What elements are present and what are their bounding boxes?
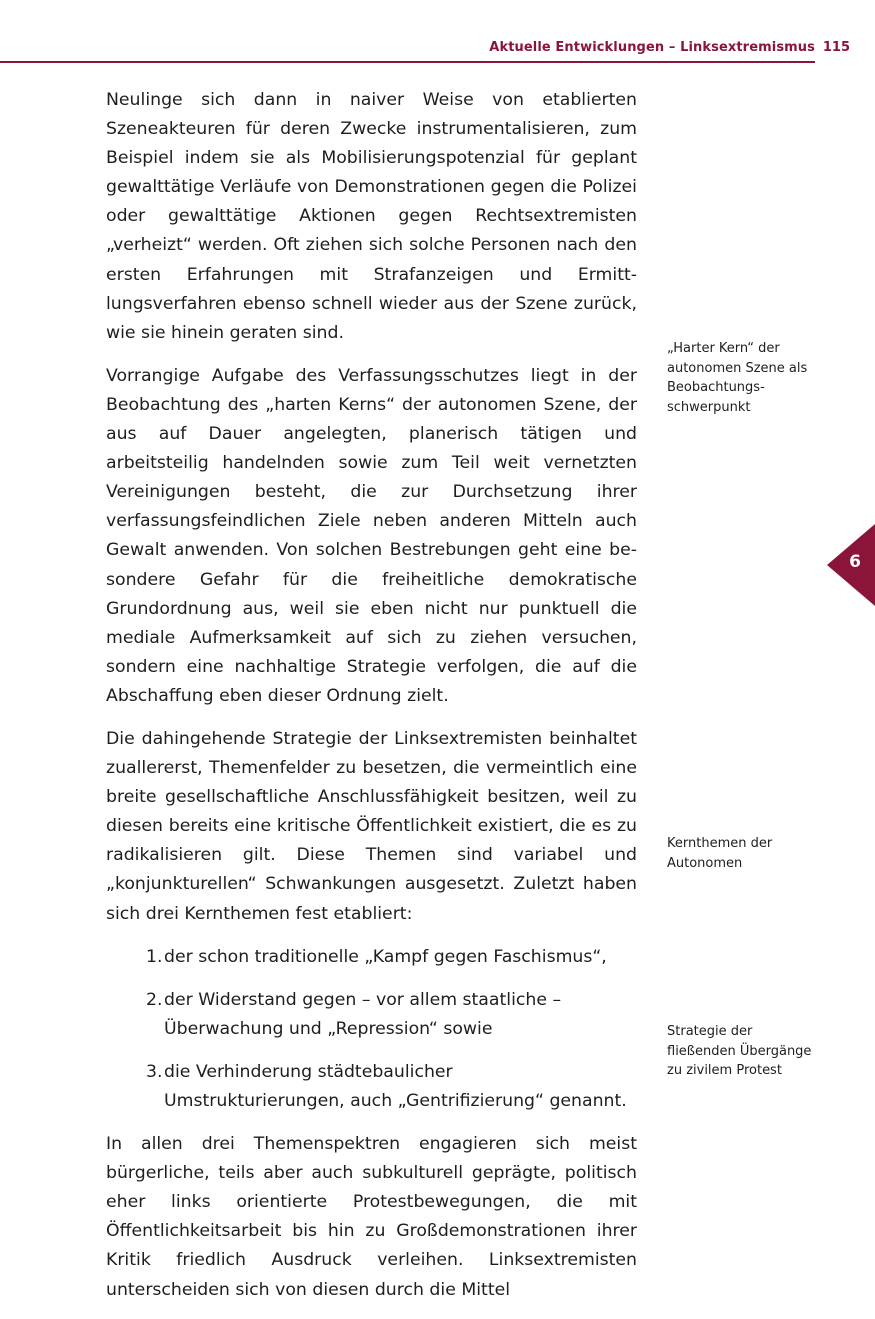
paragraph: Die dahingehende Strategie der Linksextremisten beinhaltet zuallererst, Themenfelder zu besetzen, die vermeintlich eine breite gesellschaftliche Anschlussfähigkeit besitzen, weil zu diesen bereits eine kritische Öffentlichkeit existiert, die es zu radikalisieren gilt. Diese Themen sind variabel und „konjunkturellen“ Schwankungen ausgesetzt. Zuletzt haben sich drei Kernthemen fest etabliert: [106,728,637,924]
list-number: 2. [146,989,163,1010]
list-text: der Widerstand gegen – vor allem staatliche – Überwachung und „Repression“ sowie [164,989,562,1039]
list-text: der schon traditionelle „Kampf gegen Faschismus“, [164,946,607,967]
running-header-title: Aktuelle Entwicklungen – Linksextremismus [489,40,815,55]
main-text [106,86,637,1319]
list-number: 3. [146,1061,163,1082]
list-number: 1. [146,946,163,967]
margin-note: Kernthemen der Autonomen [667,836,773,871]
chapter-number: 6 [849,552,861,572]
list-item [146,943,637,972]
paragraph: Vorrangige Aufgabe des Verfassungsschutzes liegt in der Beobachtung des „harten Kerns“ der autonomen Szene, der aus auf Dauer angelegten, planerisch tätigen und arbeitsteilig handelnden sowie zum Teil weit vernetzten Vereinigungen besteht, die zur Durchsetzung ihrer verfassungsfeindlichen Ziele neben anderen Mitteln auch Gewalt anwenden. Von solchen Bestrebungen geht eine besondere Gefahr für die freiheitliche demokratische Grundordnung aus, weil sie eben nicht nur punktuell die mediale Aufmerksamkeit auf sich zu ziehen versuchen, sondern eine nachhaltige Strategie verfolgen, die auf die Abschaffung eben dieser Ordnung zielt. [106,365,637,706]
paragraph: In allen drei Themenspektren engagieren sich meist bürgerliche, teils aber auch subkulturell geprägte, politisch eher links orientierte Protestbewegungen, die mit Öffentlichkeitsarbeit bis hin zu Großdemonstrationen ihrer Kritik friedlich Ausdruck verleihen. Linksextremisten unterscheiden sich von diesen durch die Mittel [106,1134,637,1300]
list-text: die Verhinderung städtebaulicher Umstrukturierungen, auch „Gentrifizierung“ genannt. [164,1061,627,1111]
list-item [146,986,637,1044]
page-number: 115 [822,40,850,55]
list-item [146,1058,637,1116]
paragraph: Neulinge sich dann in naiver Weise von etablierten Szeneakteuren für deren Zwecke instrumentalisieren, zum Beispiel indem sie als Mobilisierungspotenzial für geplant gewalttätige Verläufe von Demonstrationen gegen die Polizei oder gewalttätige Aktionen gegen Rechtsextremisten „verheizt“ werden. Oft ziehen sich solche Personen nach den ersten Erfahrungen mit Strafanzeigen und Ermittlungsverfahren ebenso schnell wieder aus der Szene zurück, wie sie hinein geraten sind. [106,90,637,343]
margin-note: Strategie der fließenden Übergänge zu zivilem Protest [667,1024,812,1078]
header-rule [0,61,815,63]
core-themes-list [106,943,637,1116]
margin-note: „Harter Kern“ der autonomen Szene als Beobachtungsschwerpunkt [667,341,808,415]
